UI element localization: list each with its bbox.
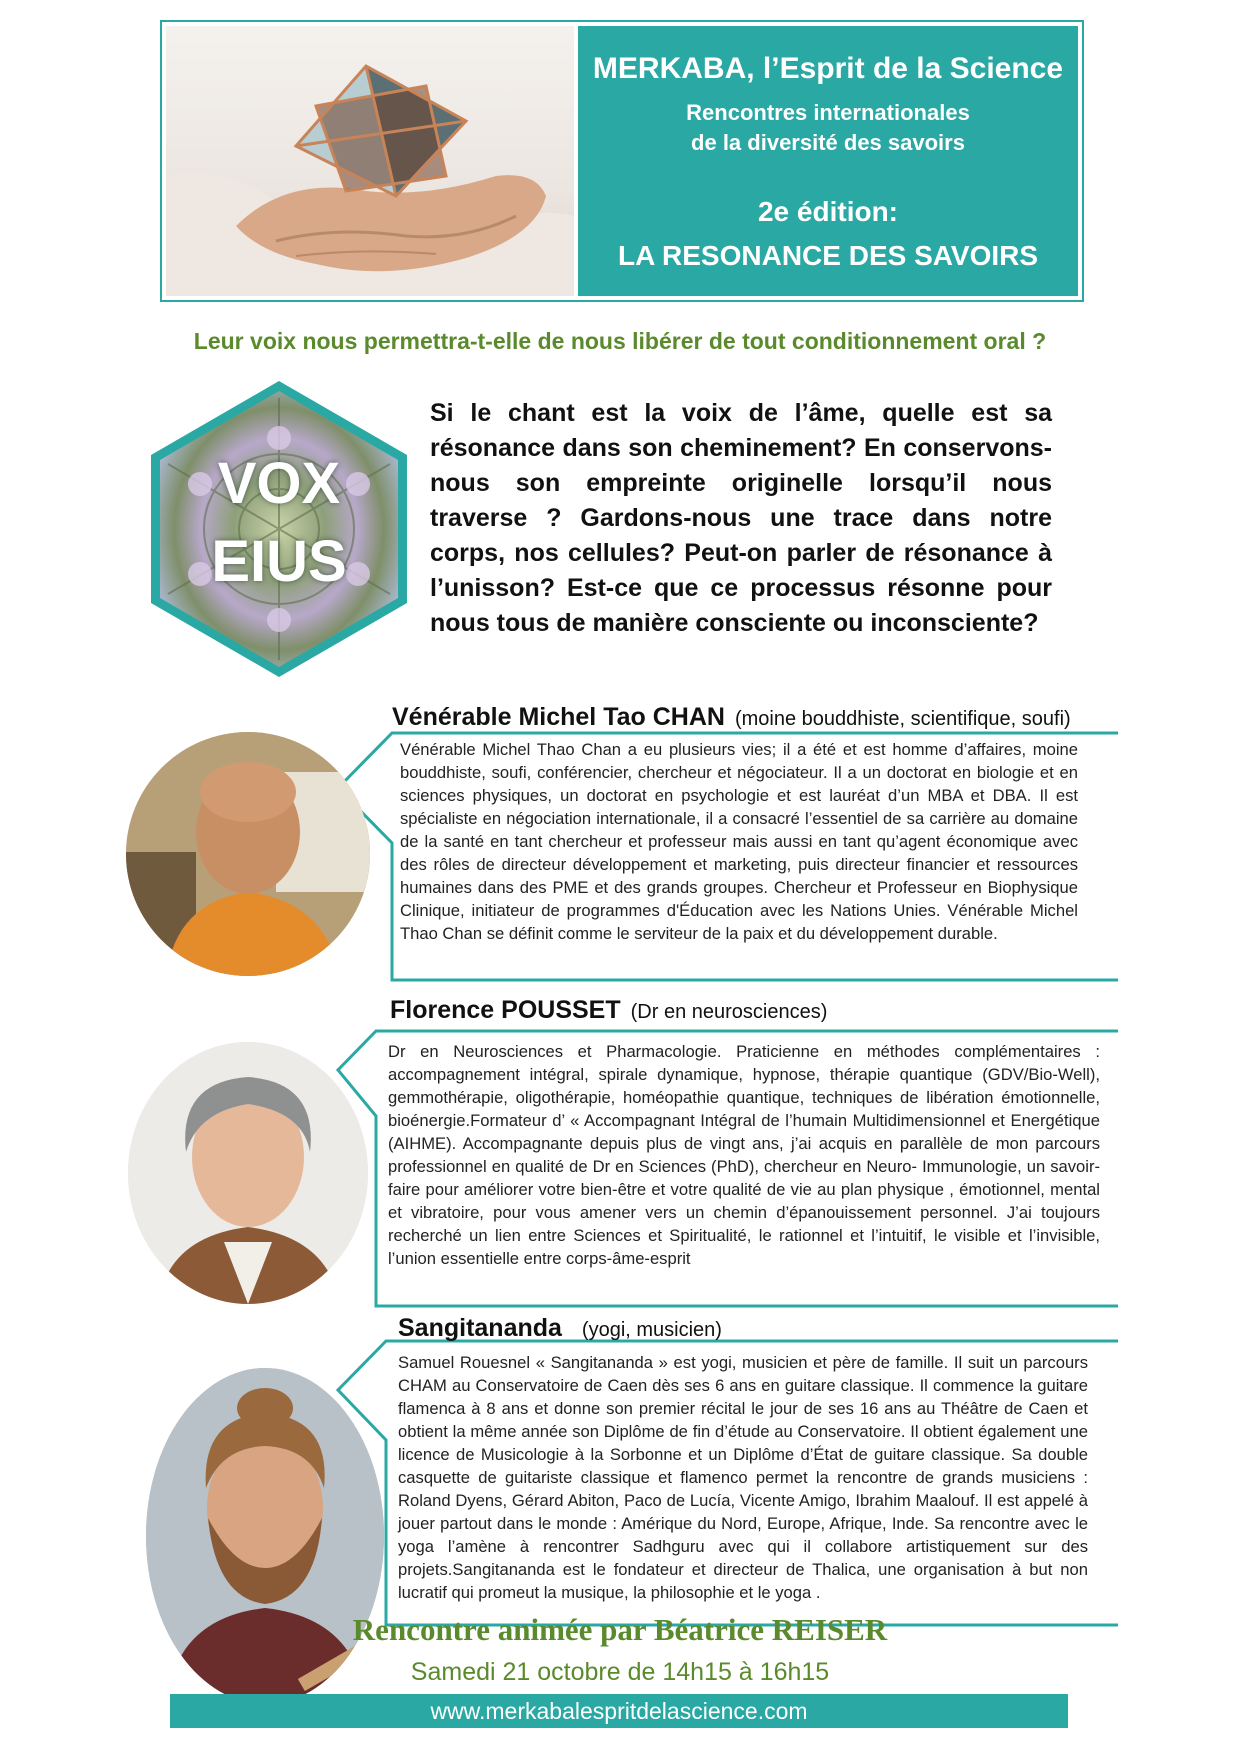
- host-announcement: Rencontre animée par Béatrice REISER: [352, 1612, 888, 1647]
- speaker-2-role: (Dr en neurosciences): [630, 1001, 828, 1023]
- edition-theme: LA RESONANCE DES SAVOIRS: [617, 240, 1039, 271]
- speaker-photo-michel-tao-chan: [126, 732, 370, 976]
- speaker-photo-sangitananda: [146, 1368, 384, 1704]
- speaker-1-name: Vénérable Michel Tao CHAN: [392, 703, 725, 731]
- speaker-3-name: Sangitananda: [398, 1314, 562, 1342]
- speaker-bio-2: Dr en Neurosciences et Pharmacologie. Praticienne en méthodes complémentaires : accompagnement intégral, spirale dynamique, hypnose, thérapie quantique (GDV/Bio-Well), gemmothérapie, oligothérapie, homéopathie quantique, techniques de libération émotionnelle, bioénergie.Formateur d’ « Accompagnant Intégral de l’humain Multidimensionnel et Energétique (AIHME). Accompagnante depuis plus de vingt ans, j’ai acquis en parallèle de mon parcours professionnel en qualité de Dr en Sciences (PhD), chercheur en Neuro- Immunologie, un savoir-faire pour améliorer votre bien-être et votre qualité de vie au plan physique , émotionnel, mental et vibratoire, pour vous amener vers un chemin d’épanouissement personnel. J’ai toujours recherché un lien entre Sciences et Spiritualité, le rationnel et l’intuitif, le visible et l’invisible, l’union essentielle entre corps-âme-esprit: [388, 1042, 1100, 1268]
- speaker-3-role: (yogi, musicien): [581, 1319, 722, 1341]
- event-title: MERKABA, l’Esprit de la Science: [592, 52, 1064, 85]
- speaker-bio-1: Vénérable Michel Thao Chan a eu plusieurs vies; il a été et est homme d’affaires, moine bouddhiste, soufi, conférencier, chercheur et négociateur. Il a un doctorat en biologie et en sciences physiques, un doctorat en psychologie et est lauréat d’un MBA et DBA. Il est spécialiste en négociation internationale, il a consacré l’essentiel de sa carrière au domaine de la santé en tant chercheur et professeur mais aussi en tant qu’agent économique avec des rôles de directeur développement et marketing, puis directeur financier et ressources humaines dans des PME et des grands groupes. Chercheur et Professeur en Biophysique Clinique, initiateur de programmes d'Éducation avec les Nations Unies. Vénérable Michel Thao Chan se définit comme le serviteur de la paix et du développement durable.: [400, 740, 1078, 943]
- headline-question: Leur voix nous permettra-t-elle de nous libérer de tout conditionnement oral ?: [193, 328, 1047, 354]
- event-subtitle-line1: Rencontres internationales: [686, 100, 970, 125]
- speaker-photo-florence-pousset: [128, 1042, 368, 1304]
- intro-paragraph: Si le chant est la voix de l’âme, quelle est sa résonance dans son cheminement? En conservons-nous son empreinte originelle lorsqu’il nous traverse ? Gardons-nous une trace dans notre corps, nos cellules? Peut-on parler de résonance à l’unisson? Est-ce que ce processus résonne pour nous tous de manière consciente ou inconsciente?: [430, 399, 1052, 637]
- event-subtitle-line2: de la diversité des savoirs: [691, 130, 965, 155]
- edition-label: 2e édition:: [757, 196, 898, 227]
- event-date: Samedi 21 octobre de 14h15 à 16h15: [410, 1658, 830, 1686]
- website-link[interactable]: www.merkabalespritdelascience.com: [430, 1698, 808, 1724]
- speaker-name-1: [392, 703, 1071, 732]
- speaker-name-2: [390, 996, 827, 1025]
- speaker-1-role: (moine bouddhiste, scientifique, soufi): [734, 708, 1071, 730]
- emblem-line1: VOX: [217, 451, 341, 516]
- emblem-line2: EIUS: [211, 529, 347, 594]
- speaker-bio-3: Samuel Rouesnel « Sangitananda » est yogi, musicien et père de famille. Il suit un parcours CHAM au Conservatoire de Caen dès ses 6 ans en guitare classique. Il commence la guitare flamenca à 8 ans et donne son premier récital le jour de ses 16 ans au Théâtre de Caen et obtient la même année son Diplôme de fin d’étude au Conservatoire. Il obtient également une licence de Musicologie à la Sorbonne et un Diplôme d’État de guitare classique. Sa double casquette de guitariste classique et flamenco permet la rencontre de grands musiciens : Roland Dyens, Gérard Abiton, Paco de Lucía, Vicente Amigo, Ibrahim Maalouf. Il est appelé à jouer partout dans le monde : Amérique du Nord, Europe, Afrique, Inde. Sa rencontre avec le yoga l’amène à rencontrer Sadhguru avec qui il collabore artistiquement sur des projets.Sangitananda est le fondateur et directeur de Thalica, une organisation à but non lucratif qui promeut la musique, la philosophie et le yoga .: [398, 1353, 1088, 1602]
- speaker-name-3: [398, 1314, 722, 1343]
- speaker-2-name: Florence POUSSET: [390, 996, 621, 1024]
- website-bar: [170, 1694, 1068, 1728]
